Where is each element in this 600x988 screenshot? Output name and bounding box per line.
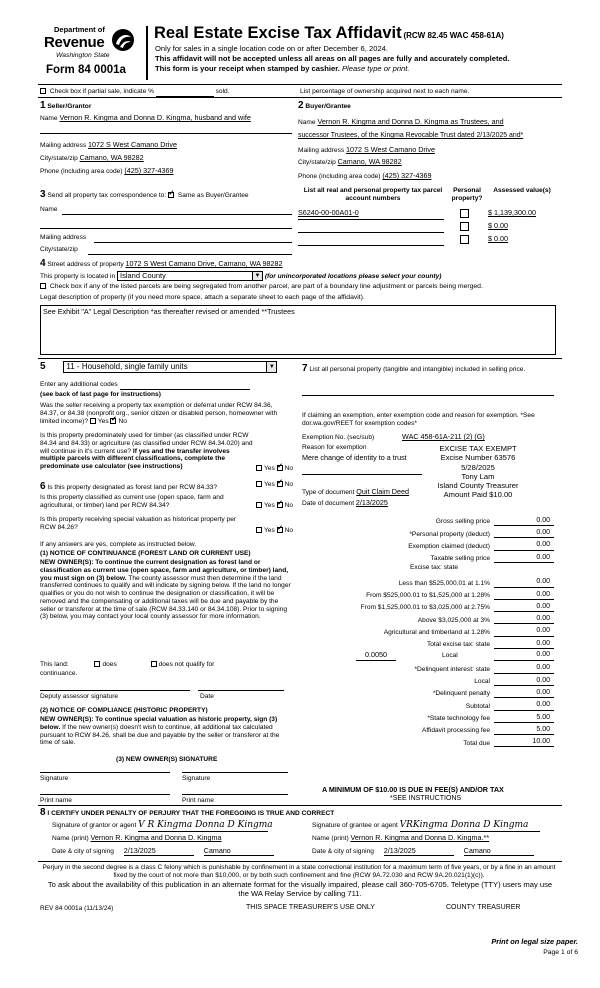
print-name-label-2: Print name	[182, 797, 214, 804]
buyer-name-field-1[interactable]: Vernon R. Kingma and Donna D. Kingma as Trustees, and	[317, 117, 504, 126]
no-label: No	[284, 527, 294, 534]
q5-yes-no	[256, 527, 293, 535]
grantee-name-row	[312, 834, 489, 843]
form-title	[154, 24, 504, 43]
grantor-sig-row	[52, 820, 273, 832]
doc-date-row	[302, 499, 388, 508]
stamp-line-1: EXCISE TAX EXEMPT	[439, 444, 517, 453]
notice1-body	[40, 559, 292, 621]
section-3-row	[40, 189, 249, 201]
sec5-q1	[40, 402, 292, 425]
amount-row	[349, 553, 554, 563]
header-line-1: Only for sales in a single location code on or after December 6, 2024.	[155, 44, 389, 53]
street-address-field[interactable]: 1072 S West Camano Drive, Camano, WA 98282	[125, 259, 283, 268]
buyer-phone-field[interactable]: (425) 327-4369	[382, 171, 432, 180]
grantor-name-label: Name (print)	[52, 835, 89, 842]
sec6-q1	[40, 481, 256, 493]
sec3-mail-label: Mailing address	[40, 234, 87, 241]
seller-name-row	[40, 114, 292, 123]
fee-row-label: *Delinquent penalty	[432, 690, 490, 698]
grantee-sig-label: Signature of grantee or agent	[312, 822, 398, 829]
personal-property-checkbox[interactable]	[460, 209, 469, 218]
divider	[38, 861, 562, 862]
tax-row	[349, 590, 554, 600]
buyer-mail-row	[298, 146, 435, 155]
section-4-number: 4	[40, 258, 46, 269]
current-use-no-checkbox[interactable]	[277, 502, 283, 508]
legal-description-text: See Exhibit "A" Legal Description *as thereafter revised or amended **Trustees	[43, 307, 295, 316]
seller-mail-field[interactable]: 1072 S West Camano Drive	[88, 140, 177, 149]
certify-row	[40, 807, 334, 819]
fee-row-value[interactable]: 5.00	[494, 726, 554, 735]
section-3-number: 3	[40, 189, 46, 200]
fee-row	[349, 664, 554, 674]
fee-row-value[interactable]: 0.00	[494, 689, 554, 698]
seller-city-field[interactable]: Camano, WA 98282	[79, 153, 144, 162]
line	[198, 690, 284, 691]
notice1-text: The county assessor must then determine if the land transferred continues to qualify and will indicate by signing below. If the land no longer qualifies or you do not wish to continue the designation or classification, it will be removed and the compensating or additional taxes will be due and payable by the seller or transferor at the time of sale (RCW 84.33.140 or 84.34.108). Prior to signing (3) below, you may contact your local county assessor for more information.	[40, 574, 291, 621]
yes-label: Yes	[264, 527, 275, 534]
section-8-number: 8	[40, 807, 46, 818]
deputy-date-label: Date	[200, 693, 214, 700]
fee-row-value[interactable]: 0.00	[494, 664, 554, 673]
dor-logo	[38, 26, 142, 82]
tax-row-label: From $525,000.01 to $1,525,000 at 1.28%	[366, 592, 490, 600]
q2-no-checkbox[interactable]	[277, 465, 283, 471]
buyer-heading	[298, 100, 351, 112]
line	[302, 395, 554, 396]
continuance: continuance.	[40, 670, 78, 677]
line	[182, 772, 288, 773]
grantee-date-label: Date & city of signing	[312, 848, 374, 855]
buyer-city-label: City/state/zip	[298, 159, 336, 166]
grantee-date-row	[312, 847, 534, 856]
grantee-signature[interactable]: VRKingma Donna D Kingma	[400, 820, 540, 832]
q1-yes-no	[90, 418, 127, 425]
header-line-3	[155, 65, 410, 74]
local-rate-field[interactable]: 0.0050	[356, 651, 396, 660]
land-use-value: 11 - Household, single family units	[66, 362, 188, 372]
dept-name: Revenue	[44, 34, 105, 51]
q3-yes-no	[256, 481, 293, 489]
partial-sale-row	[40, 88, 230, 97]
no-label: No	[284, 465, 294, 472]
assessed-header: Assessed value(s)	[493, 187, 551, 194]
excise-state-heading: Excise tax: state	[410, 564, 459, 572]
tax-row-value[interactable]: 0.00	[494, 627, 554, 636]
divider	[38, 84, 562, 85]
line	[40, 228, 292, 229]
chevron-down-icon: ▼	[266, 362, 276, 372]
sec6-q3: Is this property receiving special valuation as historical property per RCW 84.26?	[40, 516, 237, 531]
fee-row-value[interactable]: 0.00	[494, 677, 554, 686]
notice3-title: (3) NEW OWNER(S) SIGNATURE	[116, 756, 218, 763]
print-name-label: Print name	[40, 797, 72, 804]
line	[40, 794, 170, 795]
buyer-name-row-2	[298, 132, 523, 140]
seller-phone-field[interactable]: (425) 327-4369	[124, 166, 174, 175]
grantor-date-field[interactable]: 2/13/2025	[124, 847, 194, 856]
notice2-a: NEW OWNER(S): To continue special valuation as historic property, sign (3) below.	[40, 716, 278, 731]
parcel-number-field[interactable]: S6240-00-00A01-0	[298, 208, 359, 217]
historic-no-checkbox[interactable]	[277, 527, 283, 533]
legal-label: Legal description of property (if you need more space, attach a separate sheet to each page of the affidavit).	[40, 294, 365, 301]
parcel-row	[298, 235, 554, 246]
treasurer-use: THIS SPACE TREASURER'S USE ONLY	[246, 904, 375, 911]
amount-row-label: Exemption claimed (deduct)	[408, 542, 490, 550]
line	[298, 219, 444, 220]
reason-label: Reason for exemption	[302, 444, 367, 451]
section-6-number: 6	[40, 481, 46, 492]
form-number: Form 84 0001a	[46, 64, 126, 76]
sec5-q1-text: Was the seller receiving a property tax exemption or deferral under RCW 84.36, 84.37, or 84.38 (nonprofit org., senior citizen or disabled person, homeowner with limited income)?	[40, 402, 278, 425]
sec3-name-label: Name	[40, 206, 58, 213]
dept-line: Department of	[54, 25, 105, 34]
logo-swirl-icon	[110, 28, 136, 55]
partial-percent-field[interactable]	[156, 88, 214, 97]
chevron-down-icon: ▼	[252, 272, 262, 280]
local-value[interactable]: 0.00	[494, 651, 554, 660]
tax-row-label: Above $3,025,000 at 3%	[417, 616, 490, 624]
fee-row-label: *Delinquent interest: state	[414, 665, 490, 673]
stamp-line-4: Tony Lam	[461, 471, 495, 481]
grantor-signature[interactable]: V R Kingma Donna D Kingma	[138, 820, 273, 830]
header-divider	[146, 26, 148, 80]
yes-label: Yes	[264, 465, 275, 472]
county-select[interactable]	[117, 271, 263, 281]
buyer-city-field[interactable]: Camano, WA 98282	[337, 157, 402, 166]
line	[302, 474, 422, 475]
located-row	[40, 271, 441, 281]
stamp-line-6: Amount Paid $10.00	[443, 490, 513, 500]
sec3-city-label: City/state/zip	[40, 246, 78, 253]
tax-row-value[interactable]: 0.00	[494, 578, 554, 587]
sec5-q2-text: Is this property predominately used for timber (as classified under RCW 84.34 and 84.33) or agriculture (as classified under RCW 84.34.020) and will continue in it's current use?	[40, 432, 253, 455]
stamp-line-5: Island County Treasurer	[437, 481, 519, 490]
assessed-value-field[interactable]: $ 0.00	[488, 234, 508, 243]
tax-row-label: From $1,525,000.01 to $3,025,000 at 2.75%	[360, 604, 490, 612]
personal-property-checkbox[interactable]	[460, 222, 469, 231]
doc-type-row	[302, 488, 409, 497]
fee-row-label: Subtotal	[465, 702, 490, 710]
fee-row	[349, 701, 554, 711]
doc-type-field[interactable]: Quit Claim Deed	[356, 487, 409, 496]
located-label: This property is located in	[40, 272, 116, 280]
amount-row	[349, 528, 554, 538]
sec6-intro: If any answers are yes, complete as instructed below.	[40, 541, 197, 548]
fee-row-label: Affidavit processing fee	[421, 727, 490, 735]
buyer-phone-label: Phone (including area code)	[298, 173, 381, 180]
sec6-q2: Is this property classified as current use (open space, farm and agricultural, or timber) land per RCW 84.34?	[40, 494, 224, 509]
deputy-label: Deputy assessor signature	[40, 693, 119, 700]
parcel-row	[298, 209, 554, 220]
tax-row-value[interactable]: 0.00	[494, 591, 554, 600]
section-7	[302, 363, 554, 375]
receipt-note: This form is your receipt when stamped by cashier.	[155, 64, 340, 73]
yes-label: Yes	[264, 502, 275, 509]
doc-date-label: Date of document	[302, 500, 355, 507]
line	[62, 214, 292, 215]
stamp-line-3: 5/28/2025	[461, 462, 495, 472]
buyer-name-row	[298, 118, 504, 127]
notice2-body	[40, 716, 292, 747]
does-not-label: does not qualify for	[158, 661, 215, 668]
county-value: Island County	[119, 271, 166, 280]
tax-row	[349, 614, 554, 624]
yes-label: Yes	[97, 417, 109, 425]
state-line: Washington State	[56, 52, 110, 59]
q2-yes-checkbox[interactable]	[256, 465, 262, 471]
sec5-q2	[40, 432, 255, 471]
grantor-city-field[interactable]: Camano	[204, 847, 274, 856]
seller-mail-label: Mailing address	[40, 142, 87, 149]
fee-row-value[interactable]: 10.00	[494, 738, 554, 747]
tax-row	[349, 639, 554, 649]
no-label: No	[284, 481, 294, 488]
no-label: No	[118, 417, 127, 425]
new-owner-signature-label-2: Signature	[182, 775, 211, 782]
yes-label: Yes	[264, 481, 275, 488]
fee-row	[349, 737, 554, 747]
notice2-title: (2) NOTICE OF COMPLIANCE (HISTORIC PROPERTY)	[40, 707, 208, 714]
land-use-select[interactable]	[63, 361, 277, 373]
section-5-number: 5	[40, 361, 46, 372]
q4-yes-no	[256, 502, 293, 510]
title-text: Real Estate Excise Tax Affidavit	[154, 24, 402, 42]
amount-row-label: *Personal property (deduct)	[409, 530, 490, 538]
forest-no-checkbox[interactable]	[277, 481, 283, 487]
this-land-row	[40, 661, 214, 669]
divider	[38, 97, 562, 98]
line	[40, 133, 292, 134]
sec6-q1-text: Is this property designated as forest land per RCW 84.33?	[47, 484, 218, 491]
historic-yes-checkbox[interactable]	[256, 527, 262, 533]
header-line-2: This affidavit will not be accepted unless all areas on all pages are fully and accurately completed.	[155, 54, 510, 63]
tax-row-label: Agricultural and timberland at 1.28%	[383, 628, 490, 636]
this-land-label: This land:	[40, 661, 69, 668]
grantor-sig-label: Signature of grantor or agent	[52, 822, 137, 829]
personal-property-checkbox[interactable]	[460, 235, 469, 244]
seller-heading	[40, 100, 91, 112]
seller-city-row	[40, 154, 144, 163]
fee-row	[349, 713, 554, 723]
seller-city-label: City/state/zip	[40, 155, 78, 162]
tax-row-label: Less than $525,000.01 at 1.1%	[398, 579, 490, 587]
certify-text: I CERTIFY UNDER PENALTY OF PERJURY THAT THE FOREGOING IS TRUE AND CORRECT	[47, 810, 335, 817]
exempt-intro	[302, 412, 554, 428]
notice1-title: (1) NOTICE OF CONTINUANCE (FOREST LAND OR CURRENT USE)	[40, 550, 251, 557]
exempt-stamp	[418, 444, 538, 500]
codes-field[interactable]	[120, 381, 250, 390]
partial-sale-checkbox[interactable]	[40, 88, 46, 94]
grantee-sig-row	[312, 820, 540, 832]
buyer-name-label: Name	[298, 119, 316, 126]
section-1-number: 1	[40, 100, 46, 111]
amount-row-value[interactable]: 0.00	[494, 541, 554, 550]
local-label: Local	[442, 652, 458, 660]
section-2-number: 2	[298, 100, 304, 111]
notice2-b: If the new owner(s) doesn't wish to continue, all additional tax calculated pursuant to RCW 84.26, shall be due and payable by the seller or transferor at the time of sale.	[40, 723, 280, 747]
segregated-label: Check box if any of the listed parcels are being segregated from another parcel, are part of a boundary line adjustment or parcels being merged.	[49, 283, 483, 290]
partial-sold: sold.	[215, 88, 230, 95]
fee-row-value[interactable]: 5.00	[494, 714, 554, 723]
grantee-date-field[interactable]: 2/13/2025	[384, 847, 454, 856]
seller-name-label: Name	[40, 115, 58, 122]
tax-row	[349, 578, 554, 588]
exempt-no-row	[302, 433, 485, 442]
current-use-yes-checkbox[interactable]	[256, 502, 262, 508]
buyer-title: Buyer/Grantee	[305, 103, 351, 110]
fee-row-label: Local	[474, 678, 490, 686]
buyer-mail-field[interactable]: 1072 S West Camano Drive	[346, 145, 435, 154]
reason-field[interactable]: Mere change of identity to a trust	[302, 453, 407, 462]
seller-name-field[interactable]: Vernon R. Kingma and Donna D. Kingma, husband and wife	[59, 113, 251, 122]
sec3-label: Send all property tax correspondence to:	[47, 192, 167, 199]
amount-row-value[interactable]: 0.00	[494, 517, 554, 526]
buyer-phone-row	[298, 172, 431, 181]
buyer-city-row	[298, 158, 402, 167]
doc-date-field[interactable]: 2/13/2025	[355, 498, 388, 507]
buyer-name-field-2[interactable]: successor Trustees, of the Kingma Revocable Trust dated 2/13/2025 and*	[298, 132, 524, 139]
seller-title: Seller/Grantor	[47, 103, 92, 110]
doc-type-label: Type of document	[302, 489, 355, 496]
no-label: No	[284, 502, 294, 509]
tax-row-label: Total excise tax: state	[426, 641, 490, 649]
sec7-label: List all personal property (tangible and intangible) included in selling price.	[309, 366, 526, 373]
line	[40, 772, 170, 773]
line	[298, 245, 444, 246]
fee-row	[349, 725, 554, 735]
sec5-q2-note: If yes and the transfer involves multiple parcels with different classifications, complete the predominate use calculator (see instructions)	[40, 447, 230, 471]
codes-note: (see back of last page for instructions)	[40, 391, 161, 398]
grantee-name-label: Name (print)	[312, 835, 349, 842]
section-7-number: 7	[302, 363, 308, 374]
line	[182, 794, 288, 795]
uninc-note: (for unincorporated locations please select your county)	[264, 272, 442, 280]
county-treasurer: COUNTY TREASURER	[446, 904, 521, 911]
buyer-mail-label: Mailing address	[298, 147, 345, 154]
parcels-header: List all real and personal property tax parcel account numbers	[303, 187, 443, 202]
section-5-row	[40, 361, 277, 373]
tax-row-value[interactable]: 0.00	[494, 603, 554, 612]
seller-phone-row	[40, 167, 173, 176]
alt-format-notice: To ask about the availability of this publication in an alternate format for the visually impaired, please call 360-705-6705. Teletype (TTY) users may use the WA Relay Service by calling 711.	[47, 880, 553, 898]
see-instructions: *SEE INSTRUCTIONS	[390, 795, 462, 802]
segregated-row	[40, 283, 483, 291]
grantee-name-field[interactable]: Vernon R. Kingma and Donna D. Kingma.**	[350, 833, 490, 842]
notice1-bold: NEW OWNER(S): To continue the current designation as forest land or classification as current use (open space, farm and agriculture, or timber) land, you must sign on (3) below.	[40, 559, 289, 582]
exempt-see-text: *See dor.wa.gov/REET for exemption codes*	[302, 412, 535, 427]
section-4-row	[40, 258, 283, 270]
does-not-checkbox[interactable]	[151, 661, 157, 667]
tax-row	[349, 627, 554, 637]
fee-row-label: *State technology fee	[427, 715, 490, 723]
personal-prop-header: Personal property?	[451, 187, 483, 202]
q1-yes-checkbox[interactable]	[90, 418, 96, 424]
same-as-buyer-checkbox[interactable]	[168, 192, 174, 198]
does-checkbox[interactable]	[94, 661, 100, 667]
codes-row	[40, 381, 250, 390]
assessed-value-field[interactable]: $ 1,139,300.00	[488, 208, 536, 217]
tax-row-value[interactable]: 0.00	[494, 615, 554, 624]
local-tax-row	[356, 651, 554, 661]
forest-yes-checkbox[interactable]	[256, 481, 262, 487]
amount-row-value[interactable]: 0.00	[494, 554, 554, 563]
page-number: Page 1 of 6	[543, 949, 578, 956]
parcel-row	[298, 222, 554, 233]
type-or-print: Please type or print.	[341, 64, 410, 73]
street-label: Street address of property	[47, 261, 124, 268]
fee-row	[349, 688, 554, 698]
legal-description-field[interactable]	[40, 305, 556, 355]
seller-phone-label: Phone (including area code)	[40, 168, 123, 175]
divider	[38, 805, 562, 806]
amount-row	[349, 516, 554, 526]
amount-row	[349, 541, 554, 551]
sec3-same-label: Same as Buyer/Grantee	[177, 192, 249, 199]
line	[94, 242, 292, 243]
grantor-date-row	[52, 847, 274, 856]
assessed-value-field[interactable]: $ 0.00	[488, 221, 508, 230]
legal-paper-note: Print on legal size paper.	[491, 937, 578, 946]
amount-row-value[interactable]: 0.00	[494, 529, 554, 538]
line	[88, 254, 292, 255]
q1-no-checkbox[interactable]	[110, 418, 116, 424]
minimum-notice: A MINIMUM OF $10.00 IS DUE IN FEE(S) AND/OR TAX	[322, 785, 504, 794]
ownership-note: List percentage of ownership acquired next to each name.	[300, 88, 470, 95]
segregated-checkbox[interactable]	[40, 283, 46, 289]
grantor-name-field[interactable]: Vernon R. Kingma and Donna D. Kingma	[90, 833, 222, 842]
grantee-city-field[interactable]: Camano	[464, 847, 534, 856]
grantor-name-row	[52, 834, 222, 843]
rev-number: REV 84 0001a (11/13/24)	[40, 905, 114, 912]
partial-label: Check box if partial sale, indicate %	[49, 88, 154, 95]
fee-row	[349, 676, 554, 686]
q2-yes-no	[256, 465, 293, 473]
line	[40, 690, 190, 691]
codes-label: Enter any additional codes	[40, 381, 118, 388]
exempt-no-field[interactable]: WAC 458-61A-211 (2) (G)	[402, 432, 485, 441]
amount-row-label: Gross selling price	[435, 518, 490, 526]
stamp-line-2: Excise Number 63576	[440, 453, 516, 463]
exempt-intro-text: If claiming an exemption, enter exemption code and reason for exemption.	[302, 412, 519, 419]
amount-row-label: Taxable selling price	[430, 555, 490, 563]
line	[298, 232, 444, 233]
divider	[38, 358, 562, 359]
fee-row-value[interactable]: 0.00	[494, 701, 554, 710]
seller-mail-row	[40, 141, 177, 150]
grantor-date-label: Date & city of signing	[52, 848, 114, 855]
does-label: does	[102, 661, 117, 668]
perjury-notice: Perjury in the second degree is a class C felony which is punishable by confinement in a state correctional institution for a maximum term of five years, or by a fine in an amount fixed by the court of not more than $10,000, or by both such confinement and fine (RCW 9A.72.030 and RCW 9A.20.021(1)(c)).	[42, 864, 556, 879]
tax-row-value[interactable]: 0.00	[494, 640, 554, 649]
exempt-no-label: Exemption No. (sec/sub)	[302, 434, 375, 441]
fee-row-label: Total due	[463, 739, 490, 747]
tax-row	[349, 602, 554, 612]
title-rcw: (RCW 82.45 WAC 458-61A)	[403, 31, 504, 40]
new-owner-signature-label: Signature	[40, 775, 69, 782]
